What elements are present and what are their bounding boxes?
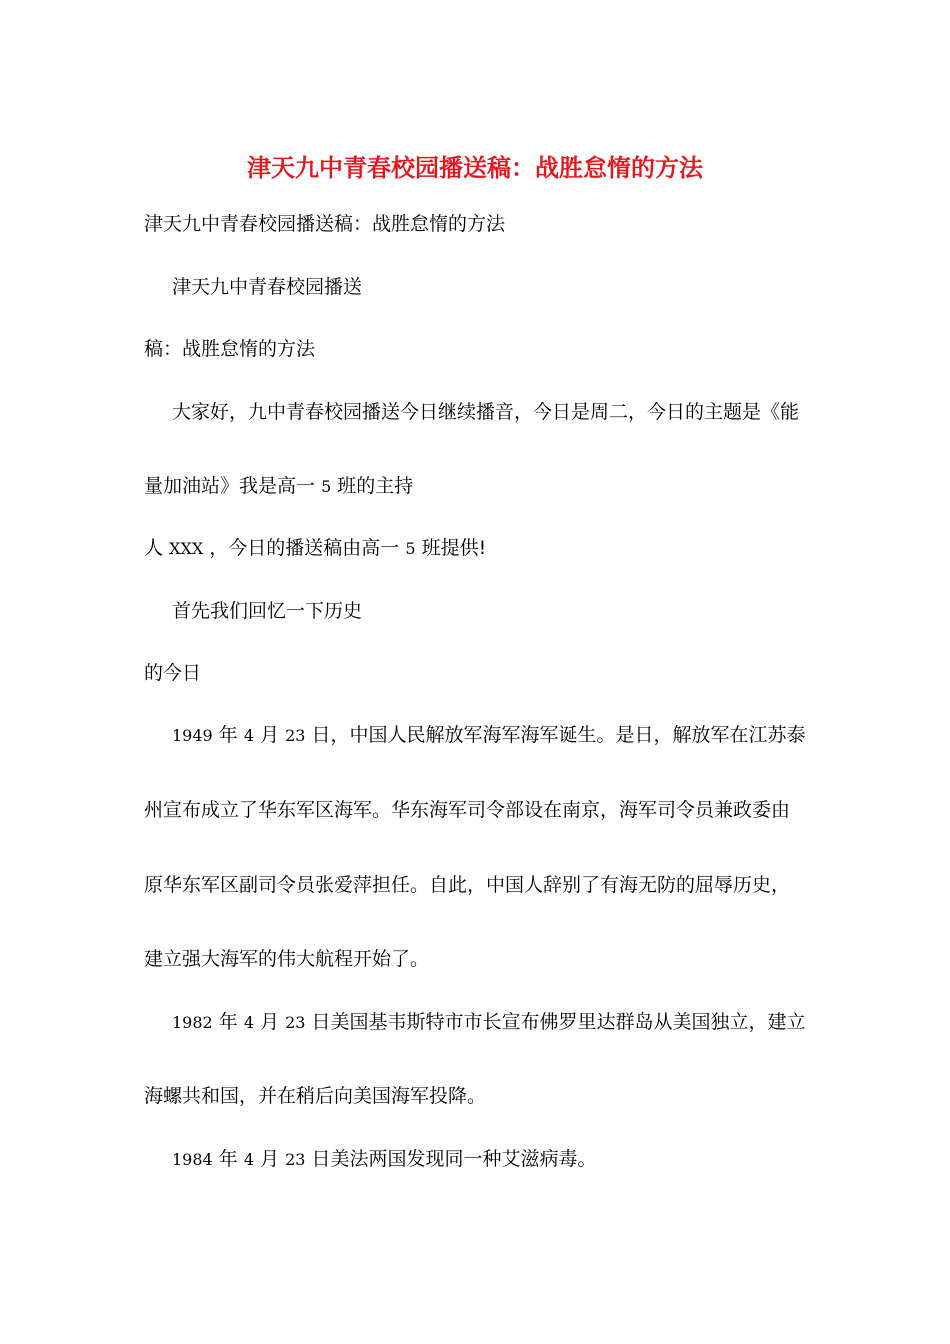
paragraph-line <box>172 1009 806 1036</box>
text-run: 月 <box>260 1011 280 1033</box>
number-run: XXX <box>169 539 204 558</box>
text-run: 津天九中青春校园播送 <box>172 276 363 298</box>
number-run: 23 <box>285 1013 306 1032</box>
paragraph-line <box>144 797 790 823</box>
text-run: 月 <box>260 724 280 746</box>
paragraph-line <box>172 274 362 300</box>
number-run: 1982 <box>172 1013 213 1032</box>
text-run: ，今日的播送稿由高一 <box>209 537 400 559</box>
paragraph-line <box>144 473 413 500</box>
text-run: 日美法两国发现同一种艾滋病毒。 <box>311 1148 597 1170</box>
number-run: 4 <box>243 1013 255 1032</box>
text-run: 大家好，九中青春校园播送今日继续播音，今日是周二，今日的主题是《能 <box>172 401 800 423</box>
text-run: 海螺共和国，并在稍后向美国海军投降。 <box>144 1085 487 1107</box>
text-run: 州宣布成立了华东军区海军。华东海军司令部设在南京，海军司令员兼政委由 <box>144 799 791 821</box>
text-run: 原华东军区副司令员张爱萍担任。自此，中国人辞别了有海无防的屈辱历史， <box>144 874 791 896</box>
text-run: 建立强大海军的伟大航程开始了。 <box>144 948 430 970</box>
paragraph-line <box>144 872 790 898</box>
paragraph-line <box>172 399 799 425</box>
text-run: 稿：战胜怠惰的方法 <box>144 338 316 360</box>
number-run: 23 <box>285 726 306 745</box>
paragraph-heading-line <box>144 211 505 237</box>
text-run: 津天九中青春校园播送稿：战胜怠惰的方法 <box>144 213 506 235</box>
paragraph-line <box>144 946 429 972</box>
text-run: 首先我们回忆一下历史 <box>172 600 363 622</box>
number-run: 5 <box>321 477 332 496</box>
text-run: 量加油站》我是高一 <box>144 475 316 497</box>
paragraph-line <box>144 1083 486 1109</box>
number-run: 4 <box>243 726 255 745</box>
paragraph-line <box>144 535 486 562</box>
number-run: 1949 <box>172 726 213 745</box>
number-run: 23 <box>285 1150 306 1169</box>
text-run: 班的主持 <box>337 475 414 497</box>
paragraph-line <box>172 598 362 624</box>
paragraph-line <box>144 660 201 686</box>
text-run: 年 <box>218 724 238 746</box>
text-run: 日，中国人民解放军海军海军诞生。是日，解放军在江苏泰 <box>311 724 806 746</box>
text-run: 的今日 <box>144 662 202 684</box>
text-run: 月 <box>260 1148 280 1170</box>
number-run: 1984 <box>172 1150 213 1169</box>
number-run: 4 <box>243 1150 255 1169</box>
text-run: 班提供! <box>421 537 487 559</box>
paragraph-line <box>172 722 806 749</box>
paragraph-line <box>144 336 315 362</box>
text-run: 人 <box>144 537 164 559</box>
text-run: 日美国基韦斯特市市长宣布佛罗里达群岛从美国独立，建立 <box>311 1011 806 1033</box>
text-run: 年 <box>218 1011 238 1033</box>
text-run: 年 <box>218 1148 238 1170</box>
number-run: 5 <box>405 539 416 558</box>
document-title: 津天九中青春校园播送稿：战胜怠惰的方法 <box>247 153 703 182</box>
paragraph-line <box>172 1146 597 1173</box>
